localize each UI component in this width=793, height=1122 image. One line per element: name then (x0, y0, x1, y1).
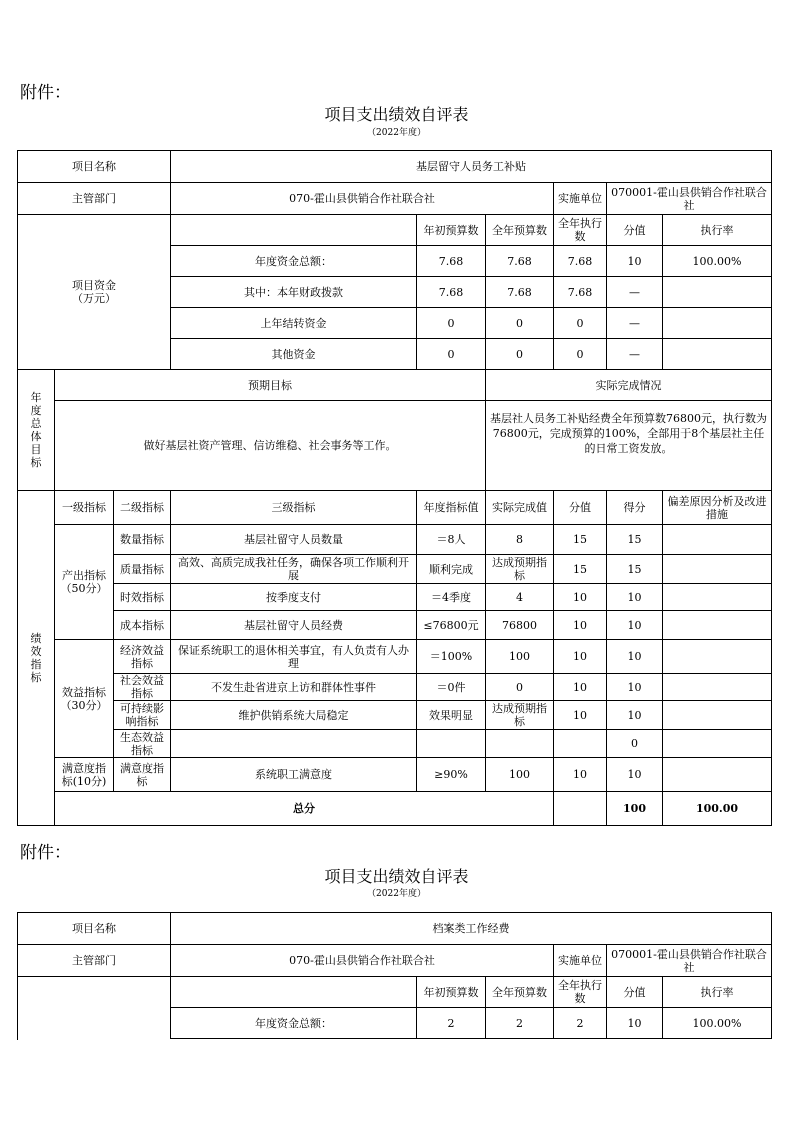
indicator-points: 10 (607, 584, 663, 611)
indicator-score: 10 (554, 758, 607, 792)
indicator-l2: 社会效益指标 (114, 674, 171, 701)
fund-exec: 7.68 (554, 246, 607, 277)
benefit-indicator-label: 效益指标（30分） (55, 640, 114, 758)
attachment-label: 附件： (20, 83, 71, 103)
indicator-score: 10 (554, 611, 607, 640)
fund-rate (663, 277, 772, 308)
fund-row-label: 年度资金总额： (171, 246, 417, 277)
fund-score: 10 (607, 1008, 663, 1039)
vchar: 年 (30, 391, 42, 404)
department-row (18, 183, 772, 215)
indicator-actual: 4 (486, 584, 554, 611)
table-edge (17, 1036, 18, 1040)
indicator-points: 0 (607, 730, 663, 758)
indicator-target: ＝8人 (417, 525, 486, 555)
fund-score: — (607, 308, 663, 339)
indicator-note (663, 758, 772, 792)
indicator-target: ≥90% (417, 758, 486, 792)
indicator-note (663, 640, 772, 674)
project-name-label: 项目名称 (18, 913, 171, 945)
indicator-actual: 8 (486, 525, 554, 555)
indicator-row (18, 555, 772, 584)
vchar: 总 (30, 417, 42, 430)
indicator-actual: 达成预期指标 (486, 555, 554, 584)
fund-row-label: 其中：本年财政拨款 (171, 277, 417, 308)
indicator-l2: 数量指标 (114, 525, 171, 555)
total-row (18, 792, 772, 826)
indicator-target: ＝100% (417, 640, 486, 674)
fund-row-label: 其他资金 (171, 339, 417, 370)
impl-unit-label: 实施单位 (554, 183, 607, 215)
ind3-header: 三级指标 (171, 491, 417, 525)
indicator-row (18, 674, 772, 701)
indicator-note (663, 674, 772, 701)
indicator-l3: 系统职工满意度 (171, 758, 417, 792)
indicator-score (554, 730, 607, 758)
indicator-l3: 基层社留守人员经费 (171, 611, 417, 640)
indicator-target: 顺利完成 (417, 555, 486, 584)
indicator-row (18, 525, 772, 555)
expected-goal-label: 预期目标 (55, 370, 486, 401)
project-name-value: 基层留守人员务工补贴 (171, 151, 772, 183)
col-full: 全年预算数 (486, 977, 554, 1008)
total-points: 100.00 (663, 792, 772, 826)
indicator-note (663, 730, 772, 758)
fund-rate (663, 308, 772, 339)
points-header: 得分 (607, 491, 663, 525)
fund-header-blank (171, 977, 417, 1008)
indicator-points: 15 (607, 525, 663, 555)
vchar: 标 (30, 456, 42, 469)
fund-header-blank (171, 215, 417, 246)
vchar: 度 (30, 404, 42, 417)
project-name-label: 项目名称 (18, 151, 171, 183)
self-evaluation-table-2 (17, 912, 772, 1039)
performance-indicator-label (18, 491, 55, 826)
indicator-l3: 按季度支付 (171, 584, 417, 611)
col-rate: 执行率 (663, 215, 772, 246)
indicator-l2: 生态效益指标 (114, 730, 171, 758)
indicator-row (18, 640, 772, 674)
col-rate: 执行率 (663, 977, 772, 1008)
expected-goal-text: 做好基层社资产管理、信访维稳、社会事务等工作。 (55, 401, 486, 491)
goal-header-row (18, 370, 772, 401)
annual-value-header: 年度指标值 (417, 491, 486, 525)
indicator-target: ＝4季度 (417, 584, 486, 611)
col-initial: 年初预算数 (417, 977, 486, 1008)
fund-score: 10 (607, 246, 663, 277)
indicator-target: ＝0件 (417, 674, 486, 701)
indicator-header-row (18, 491, 772, 525)
fund-exec: 2 (554, 1008, 607, 1039)
col-initial: 年初预算数 (417, 215, 486, 246)
col-score: 分值 (607, 977, 663, 1008)
ind1-header: 一级指标 (55, 491, 114, 525)
project-fund-label (18, 977, 171, 1039)
indicator-l3: 基层社留守人员数量 (171, 525, 417, 555)
indicator-score: 10 (554, 701, 607, 730)
indicator-target: ≤76800元 (417, 611, 486, 640)
score-header: 分值 (554, 491, 607, 525)
indicator-points: 10 (607, 701, 663, 730)
department-value: 070-霍山县供销合作社联合社 (171, 945, 554, 977)
indicator-row (18, 730, 772, 758)
indicator-note (663, 584, 772, 611)
fund-initial: 0 (417, 308, 486, 339)
total-score: 100 (607, 792, 663, 826)
form-title: 项目支出绩效自评表 (324, 867, 469, 886)
indicator-actual: 达成预期指标 (486, 701, 554, 730)
indicator-l3 (171, 730, 417, 758)
indicator-points: 15 (607, 555, 663, 584)
indicator-actual: 0 (486, 674, 554, 701)
form-year: （2022年度） (367, 128, 426, 138)
fund-rate (663, 339, 772, 370)
deviation-header: 偏差原因分析及改进措施 (663, 491, 772, 525)
vchar: 指 (30, 658, 42, 671)
fund-initial: 0 (417, 339, 486, 370)
goal-content-row (18, 401, 772, 491)
project-fund-label (18, 215, 171, 370)
col-exec: 全年执行数 (554, 977, 607, 1008)
attachment-label: 附件： (20, 843, 71, 863)
col-score: 分值 (607, 215, 663, 246)
indicator-points: 10 (607, 640, 663, 674)
indicator-actual: 76800 (486, 611, 554, 640)
indicator-l3: 不发生赴省进京上访和群体性事件 (171, 674, 417, 701)
fund-rate: 100.00% (663, 1008, 772, 1039)
vchar: 体 (30, 430, 42, 443)
fund-initial: 2 (417, 1008, 486, 1039)
fund-rate: 100.00% (663, 246, 772, 277)
indicator-note (663, 555, 772, 584)
actual-completion-label: 实际完成情况 (486, 370, 772, 401)
fund-initial: 7.68 (417, 246, 486, 277)
indicator-score: 10 (554, 674, 607, 701)
indicator-actual (486, 730, 554, 758)
indicator-note (663, 525, 772, 555)
indicator-points: 10 (607, 611, 663, 640)
department-row (18, 945, 772, 977)
output-indicator-label: 产出指标（50分） (55, 525, 114, 640)
satisfaction-indicator-label: 满意度指标(10分) (55, 758, 114, 792)
indicator-target: 效果明显 (417, 701, 486, 730)
indicator-l3: 维护供销系统大局稳定 (171, 701, 417, 730)
fund-full: 0 (486, 339, 554, 370)
col-exec: 全年执行数 (554, 215, 607, 246)
fund-full: 7.68 (486, 246, 554, 277)
indicator-points: 10 (607, 758, 663, 792)
total-blank (554, 792, 607, 826)
impl-unit-value: 070001-霍山县供销合作社联合社 (607, 945, 772, 977)
fund-score: — (607, 339, 663, 370)
fund-header-row (18, 215, 772, 246)
department-value: 070-霍山县供销合作社联合社 (171, 183, 554, 215)
self-evaluation-table (17, 150, 772, 826)
indicator-score: 10 (554, 584, 607, 611)
annual-goal-label (18, 370, 55, 491)
fund-label: 项目资金 (72, 279, 116, 292)
indicator-row (18, 611, 772, 640)
indicator-actual: 100 (486, 640, 554, 674)
fund-full: 7.68 (486, 277, 554, 308)
indicator-l2: 可持续影响指标 (114, 701, 171, 730)
actual-value-header: 实际完成值 (486, 491, 554, 525)
impl-unit-value: 070001-霍山县供销合作社联合社 (607, 183, 772, 215)
form-title: 项目支出绩效自评表 (324, 105, 469, 124)
indicator-l2: 成本指标 (114, 611, 171, 640)
indicator-l3: 保证系统职工的退休相关事宜，有人负责有人办理 (171, 640, 417, 674)
col-full: 全年预算数 (486, 215, 554, 246)
indicator-points: 10 (607, 674, 663, 701)
indicator-l2: 质量指标 (114, 555, 171, 584)
indicator-actual: 100 (486, 758, 554, 792)
fund-unit: （万元） (72, 292, 116, 305)
total-label: 总分 (55, 792, 554, 826)
fund-row-label: 年度资金总额： (171, 1008, 417, 1039)
indicator-score: 10 (554, 640, 607, 674)
fund-score: — (607, 277, 663, 308)
indicator-row (18, 758, 772, 792)
ind2-header: 二级指标 (114, 491, 171, 525)
indicator-l2: 满意度指标 (114, 758, 171, 792)
fund-exec: 0 (554, 339, 607, 370)
indicator-note (663, 611, 772, 640)
project-name-value: 档案类工作经费 (171, 913, 772, 945)
indicator-note (663, 701, 772, 730)
impl-unit-label: 实施单位 (554, 945, 607, 977)
indicator-target (417, 730, 486, 758)
indicator-row (18, 701, 772, 730)
indicator-l2: 经济效益指标 (114, 640, 171, 674)
vchar: 绩 (30, 632, 42, 645)
vchar: 效 (30, 645, 42, 658)
department-label: 主管部门 (18, 183, 171, 215)
fund-header-row (18, 977, 772, 1008)
indicator-row (18, 584, 772, 611)
fund-full: 0 (486, 308, 554, 339)
fund-initial: 7.68 (417, 277, 486, 308)
department-label: 主管部门 (18, 945, 171, 977)
form-year: （2022年度） (367, 889, 426, 899)
fund-full: 2 (486, 1008, 554, 1039)
vchar: 标 (30, 671, 42, 684)
vchar: 目 (30, 443, 42, 456)
fund-exec: 0 (554, 308, 607, 339)
indicator-score: 15 (554, 555, 607, 584)
indicator-score: 15 (554, 525, 607, 555)
fund-exec: 7.68 (554, 277, 607, 308)
fund-row-label: 上年结转资金 (171, 308, 417, 339)
project-name-row (18, 151, 772, 183)
project-name-row (18, 913, 772, 945)
indicator-l2: 时效指标 (114, 584, 171, 611)
indicator-l3: 高效、高质完成我社任务，确保各项工作顺利开展 (171, 555, 417, 584)
actual-completion-text: 基层社人员务工补贴经费全年预算数76800元，执行数为76800元，完成预算的100%，全部用于8个基层社主任的日常工资发放。 (486, 401, 772, 491)
